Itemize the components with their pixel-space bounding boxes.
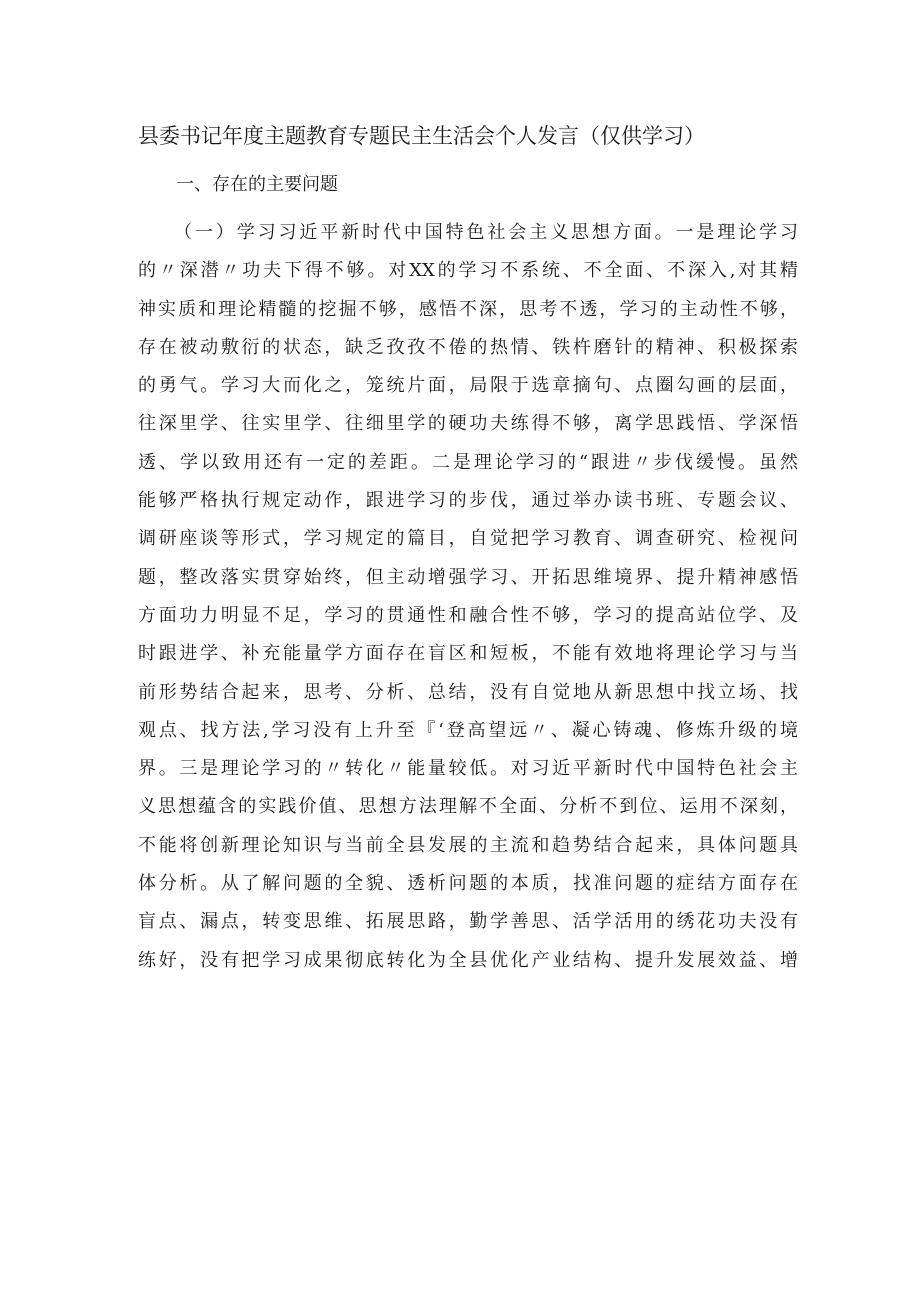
paragraph-line: 方面功力明显不足，学习的贯通性和融合性不够，学习的提高站位学、及 [138,604,798,626]
paragraph-line: 盲点、漏点，转变思维、拓展思路，勤学善思、活学活用的绣花功夫没有 [138,911,798,933]
paragraph-line: 的〃深潜〃功夫下得不够。对XX的学习不系统、不全面、不深入,对其精 [138,260,798,282]
paragraph-line: 往深里学、往实里学、往细里学的硬功夫练得不够，离学思践悟、学深悟 [138,413,798,435]
section-heading: 一、存在的主要问题 [176,174,338,195]
paragraph-line: 前形势结合起来，思考、分析、总结，没有自觉地从新思想中找立场、找 [138,681,798,703]
paragraph-line: 能够严格执行规定动作，跟进学习的步伐，通过举办读书班、专题会议、 [138,490,798,512]
paragraph-line: 练好，没有把学习成果彻底转化为全县优化产业结构、提升发展效益、增 [138,949,798,971]
paragraph-line: （一）学习习近平新时代中国特色社会主义思想方面。一是理论学习 [174,222,798,243]
paragraph-line: 题，整改落实贯穿始终，但主动增强学习、开拓思维境界、提升精神感悟 [138,566,798,588]
paragraph-line: 界。三是理论学习的〃转化〃能量较低。对习近平新时代中国特色社会主 [138,758,798,780]
paragraph-line: 观点、找方法,学习没有上升至『‘登高望远〃、凝心铸魂、修炼升级的境 [138,719,798,741]
paragraph-line: 时跟进学、补充能量学方面存在盲区和短板，不能有效地将理论学习与当 [138,643,798,665]
paragraph-line: 神实质和理论精髓的挖掘不够，感悟不深，思考不透，学习的主动性不够， [138,298,798,320]
paragraph-line: 的勇气。学习大而化之，笼统片面，局限于选章摘句、点圈勾画的层面， [138,375,798,397]
paragraph-line: 存在被动敷衍的状态，缺乏孜孜不倦的热情、铁杵磨针的精神、积极探索 [138,336,798,358]
paragraph-line: 调研座谈等形式，学习规定的篇目，自觉把学习教育、调查研究、检视问 [138,528,798,550]
document-title: 县委书记年度主题教育专题民主生活会个人发言（仅供学习） [138,124,705,148]
paragraph-line: 透、学以致用还有一定的差距。二是理论学习的“跟进〃步伐缓慢。虽然 [138,451,798,473]
paragraph-line: 体分析。从了解问题的全貌、透析问题的本质，找准问题的症结方面存在 [138,873,798,895]
paragraph-line: 不能将创新理论知识与当前全县发展的主流和趋势结合起来，具体问题具 [138,834,798,856]
paragraph-line: 义思想蕴含的实践价值、思想方法理解不全面、分析不到位、运用不深刻， [138,796,798,818]
body-paragraph [138,214,798,980]
